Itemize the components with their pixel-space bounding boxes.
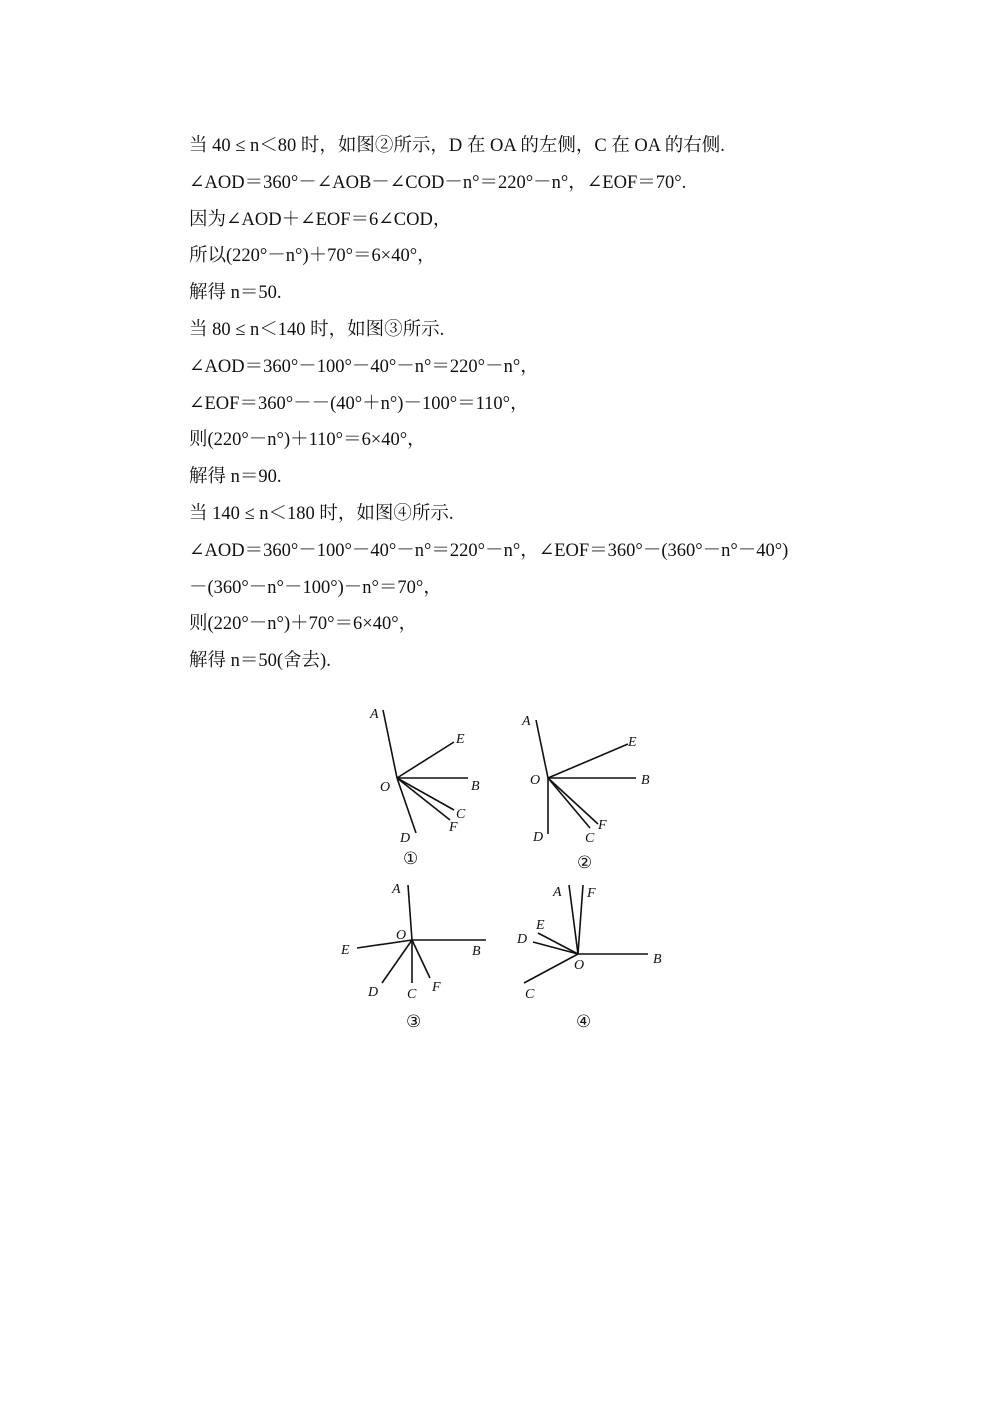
ray-oc [524, 954, 578, 983]
label-e: E [341, 943, 350, 958]
figure-1 [360, 700, 520, 870]
label-f: F [587, 886, 596, 901]
text-line: 当 40 ≤ n＜80 时，如图②所示，D 在 OA 的左侧，C 在 OA 的右侧. [189, 136, 725, 156]
label-c: C [407, 987, 417, 1002]
label-d: D [368, 985, 379, 1000]
ray-of [412, 940, 430, 978]
label-e: E [536, 918, 545, 933]
solution-text [189, 128, 889, 680]
label-b: B [653, 952, 662, 967]
label-o: O [574, 958, 585, 973]
figure-caption: ① [403, 849, 419, 868]
figure-2 [515, 700, 675, 870]
ray-oa [383, 710, 397, 778]
label-f: F [598, 818, 607, 833]
label-o: O [530, 773, 541, 788]
label-a: A [522, 714, 531, 729]
text-line: ∠AOD＝360°－∠AOB－∠COD－n°＝220°－n°，∠EOF＝70°. [189, 172, 687, 193]
label-c: C [585, 831, 595, 846]
label-o: O [380, 780, 391, 795]
label-f: F [432, 980, 441, 995]
text-line: ∠AOD＝360°－100°－40°－n°＝220°－n°， [189, 356, 539, 377]
figure-3 [335, 875, 505, 1035]
label-b: B [471, 779, 480, 794]
figure-caption: ② [577, 853, 593, 872]
figure-caption: ③ [406, 1012, 422, 1031]
figure-caption: ④ [576, 1012, 592, 1031]
text-line: 解得 n＝90. [189, 467, 282, 488]
label-o: O [396, 928, 407, 943]
label-b: B [641, 773, 650, 788]
text-line: ∠EOF＝360°－－(40°＋n°)－100°＝110°， [189, 393, 529, 414]
figure-3-diagram [335, 875, 505, 1035]
label-f: F [449, 820, 458, 835]
ray-of [548, 778, 598, 824]
ray-oe [397, 742, 454, 778]
ray-oa [536, 720, 548, 778]
label-e: E [456, 732, 465, 747]
text-line: 所以(220°－n°)＋70°＝6×40°， [189, 246, 436, 267]
label-c: C [525, 987, 535, 1002]
ray-od [382, 940, 412, 983]
figure-1-diagram [360, 700, 520, 870]
figure-4-diagram [510, 875, 680, 1035]
text-line: 当 80 ≤ n＜140 时，如图③所示. [189, 319, 445, 340]
label-d: D [517, 932, 528, 947]
label-a: A [392, 882, 401, 897]
label-d: D [400, 831, 411, 846]
ray-oe [548, 744, 628, 778]
text-line: 则(220°－n°)＋70°＝6×40°， [189, 614, 418, 635]
label-b: B [472, 944, 481, 959]
label-a: A [370, 707, 379, 722]
figure-4 [510, 875, 680, 1035]
ray-oa [569, 885, 578, 954]
text-line: ∠AOD＝360°－100°－40°－n°＝220°－n°，∠EOF＝360°－(360°－n°－40°) [189, 540, 789, 561]
text-line: 解得 n＝50. [189, 283, 282, 304]
label-a: A [553, 885, 562, 900]
text-line: －(360°－n°－100°)－n°＝70°， [189, 577, 442, 598]
figure-2-diagram [515, 700, 675, 870]
text-line: 因为∠AOD＋∠EOF＝6∠COD， [189, 209, 452, 230]
label-c: C [456, 807, 466, 822]
text-line: 当 140 ≤ n＜180 时，如图④所示. [189, 503, 454, 524]
ray-oa [408, 885, 412, 940]
text-line: 解得 n＝50(舍去). [189, 651, 331, 672]
ray-oe [538, 933, 578, 954]
text-line: 则(220°－n°)＋110°＝6×40°， [189, 430, 426, 451]
ray-of [578, 885, 583, 954]
label-e: E [628, 735, 637, 750]
ray-od [533, 942, 578, 954]
label-d: D [533, 830, 544, 845]
ray-oc [548, 778, 590, 828]
